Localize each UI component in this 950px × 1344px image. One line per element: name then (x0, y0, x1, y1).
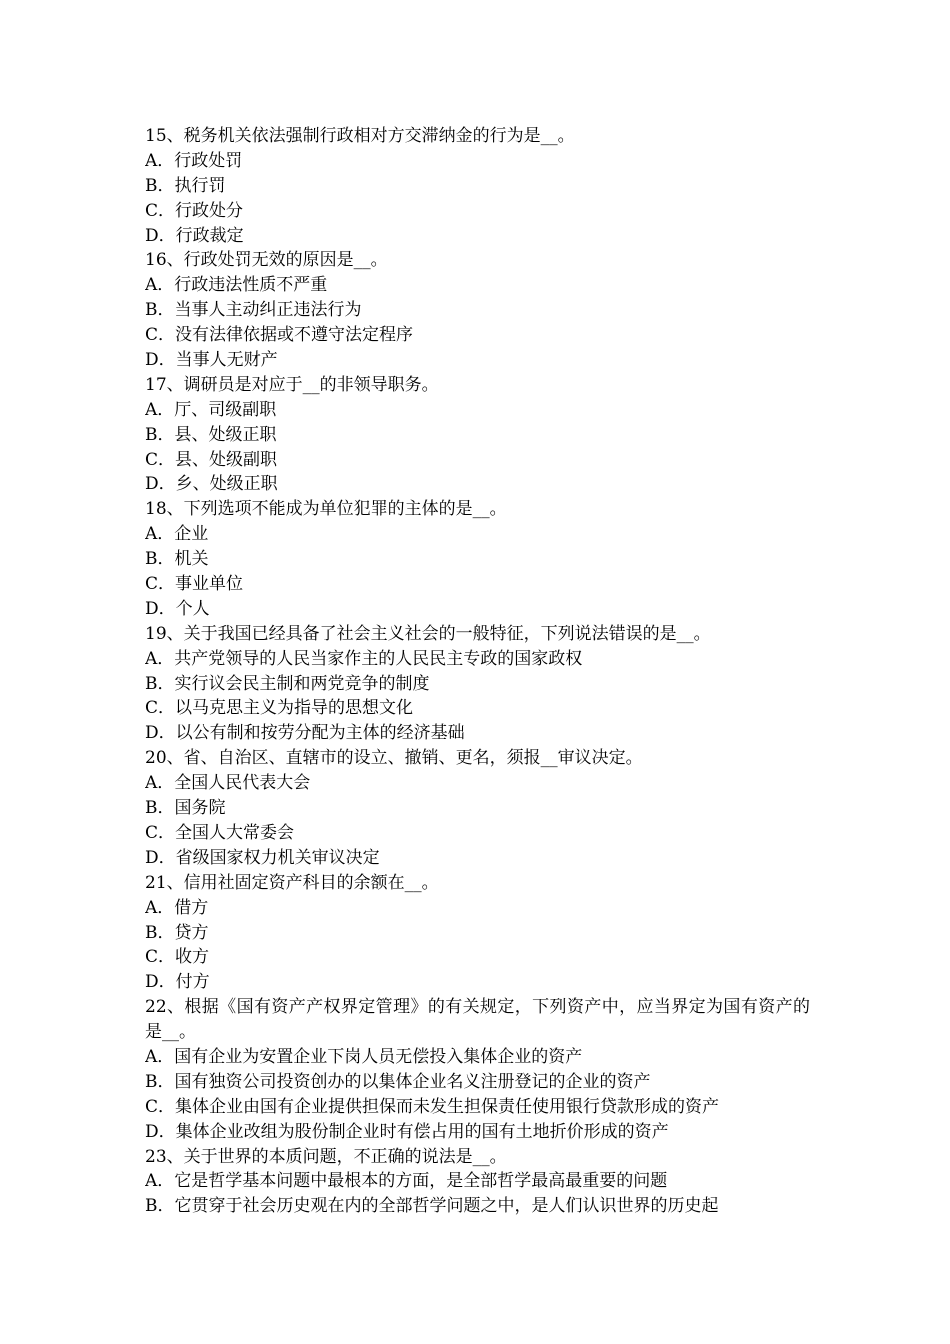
option-b: B．执行罚 (145, 175, 226, 196)
question-16 (145, 248, 810, 372)
option-b: B．实行议会民主制和两党竞争的制度 (145, 673, 430, 694)
option-d: D．个人 (145, 598, 210, 619)
option-d: D．集体企业改组为股份制企业时有偿占用的国有土地折价形成的资产 (145, 1121, 669, 1142)
option-b: B．当事人主动纠正违法行为 (145, 300, 362, 321)
question-stem: 22、根据《国有资产产权界定管理》的有关规定，下列资产中，应当界定为国有资产的是__。 (145, 997, 810, 1043)
option-d: D．行政裁定 (145, 225, 244, 246)
question-stem: 15、税务机关依法强制行政相对方交滞纳金的行为是__。 (145, 126, 575, 146)
option-c: C．行政处分 (145, 200, 244, 221)
question-18 (145, 497, 810, 621)
option-d: D．省级国家权力机关审议决定 (145, 847, 380, 868)
option-c: C．以马克思主义为指导的思想文化 (145, 698, 414, 719)
option-a: A．全国人民代表大会 (145, 773, 311, 794)
question-stem: 20、省、自治区、直辖市的设立、撤销、更名，须报__审议决定。 (145, 748, 643, 769)
option-c: C．事业单位 (145, 574, 244, 595)
question-22 (145, 995, 810, 1144)
option-b: B．国务院 (145, 798, 226, 819)
option-d: D．以公有制和按劳分配为主体的经济基础 (145, 723, 465, 744)
option-a: A．共产党领导的人民当家作主的人民民主专政的国家政权 (145, 648, 583, 669)
option-c: C．全国人大常委会 (145, 822, 295, 843)
option-b: B．国有独资公司投资创办的以集体企业名义注册登记的企业的资产 (145, 1071, 651, 1092)
option-b: B．它贯穿于社会历史观在内的全部哲学问题之中，是人们认识世界的历史起 (145, 1196, 719, 1217)
question-21 (145, 871, 810, 995)
question-19 (145, 622, 810, 746)
option-c: C．收方 (145, 947, 210, 968)
option-a: A．借方 (145, 897, 209, 918)
question-17 (145, 373, 810, 497)
question-15 (145, 124, 810, 248)
option-a: A．行政违法性质不严重 (145, 275, 328, 296)
option-a: A．企业 (145, 524, 209, 545)
question-stem: 21、信用社固定资产科目的余额在__。 (145, 872, 439, 893)
option-c: C．县、处级副职 (145, 449, 278, 470)
question-stem: 17、调研员是对应于__的非领导职务。 (145, 374, 439, 395)
option-c: C．集体企业由国有企业提供担保而未发生担保责任使用银行贷款形成的资产 (145, 1096, 720, 1117)
question-23 (145, 1145, 810, 1220)
option-b: B．县、处级正职 (145, 424, 277, 445)
question-20 (145, 746, 810, 870)
option-a: A．国有企业为安置企业下岗人员无偿投入集体企业的资产 (145, 1046, 583, 1067)
option-d: D．当事人无财产 (145, 350, 278, 371)
question-stem: 23、关于世界的本质问题，不正确的说法是__。 (145, 1146, 507, 1167)
option-c: C．没有法律依据或不遵守法定程序 (145, 325, 414, 346)
question-stem: 16、行政处罚无效的原因是__。 (145, 250, 388, 271)
option-a: A．厅、司级副职 (145, 399, 277, 420)
option-b: B．贷方 (145, 922, 209, 943)
question-stem: 18、下列选项不能成为单位犯罪的主体的是__。 (145, 499, 507, 520)
option-a: A．它是哲学基本问题中最根本的方面，是全部哲学最高最重要的问题 (145, 1171, 668, 1192)
question-stem: 19、关于我国已经具备了社会主义社会的一般特征，下列说法错误的是__。 (145, 623, 711, 644)
option-d: D．乡、处级正职 (145, 474, 278, 495)
option-b: B．机关 (145, 549, 209, 570)
option-a: A．行政处罚 (145, 150, 243, 171)
option-d: D．付方 (145, 972, 210, 993)
